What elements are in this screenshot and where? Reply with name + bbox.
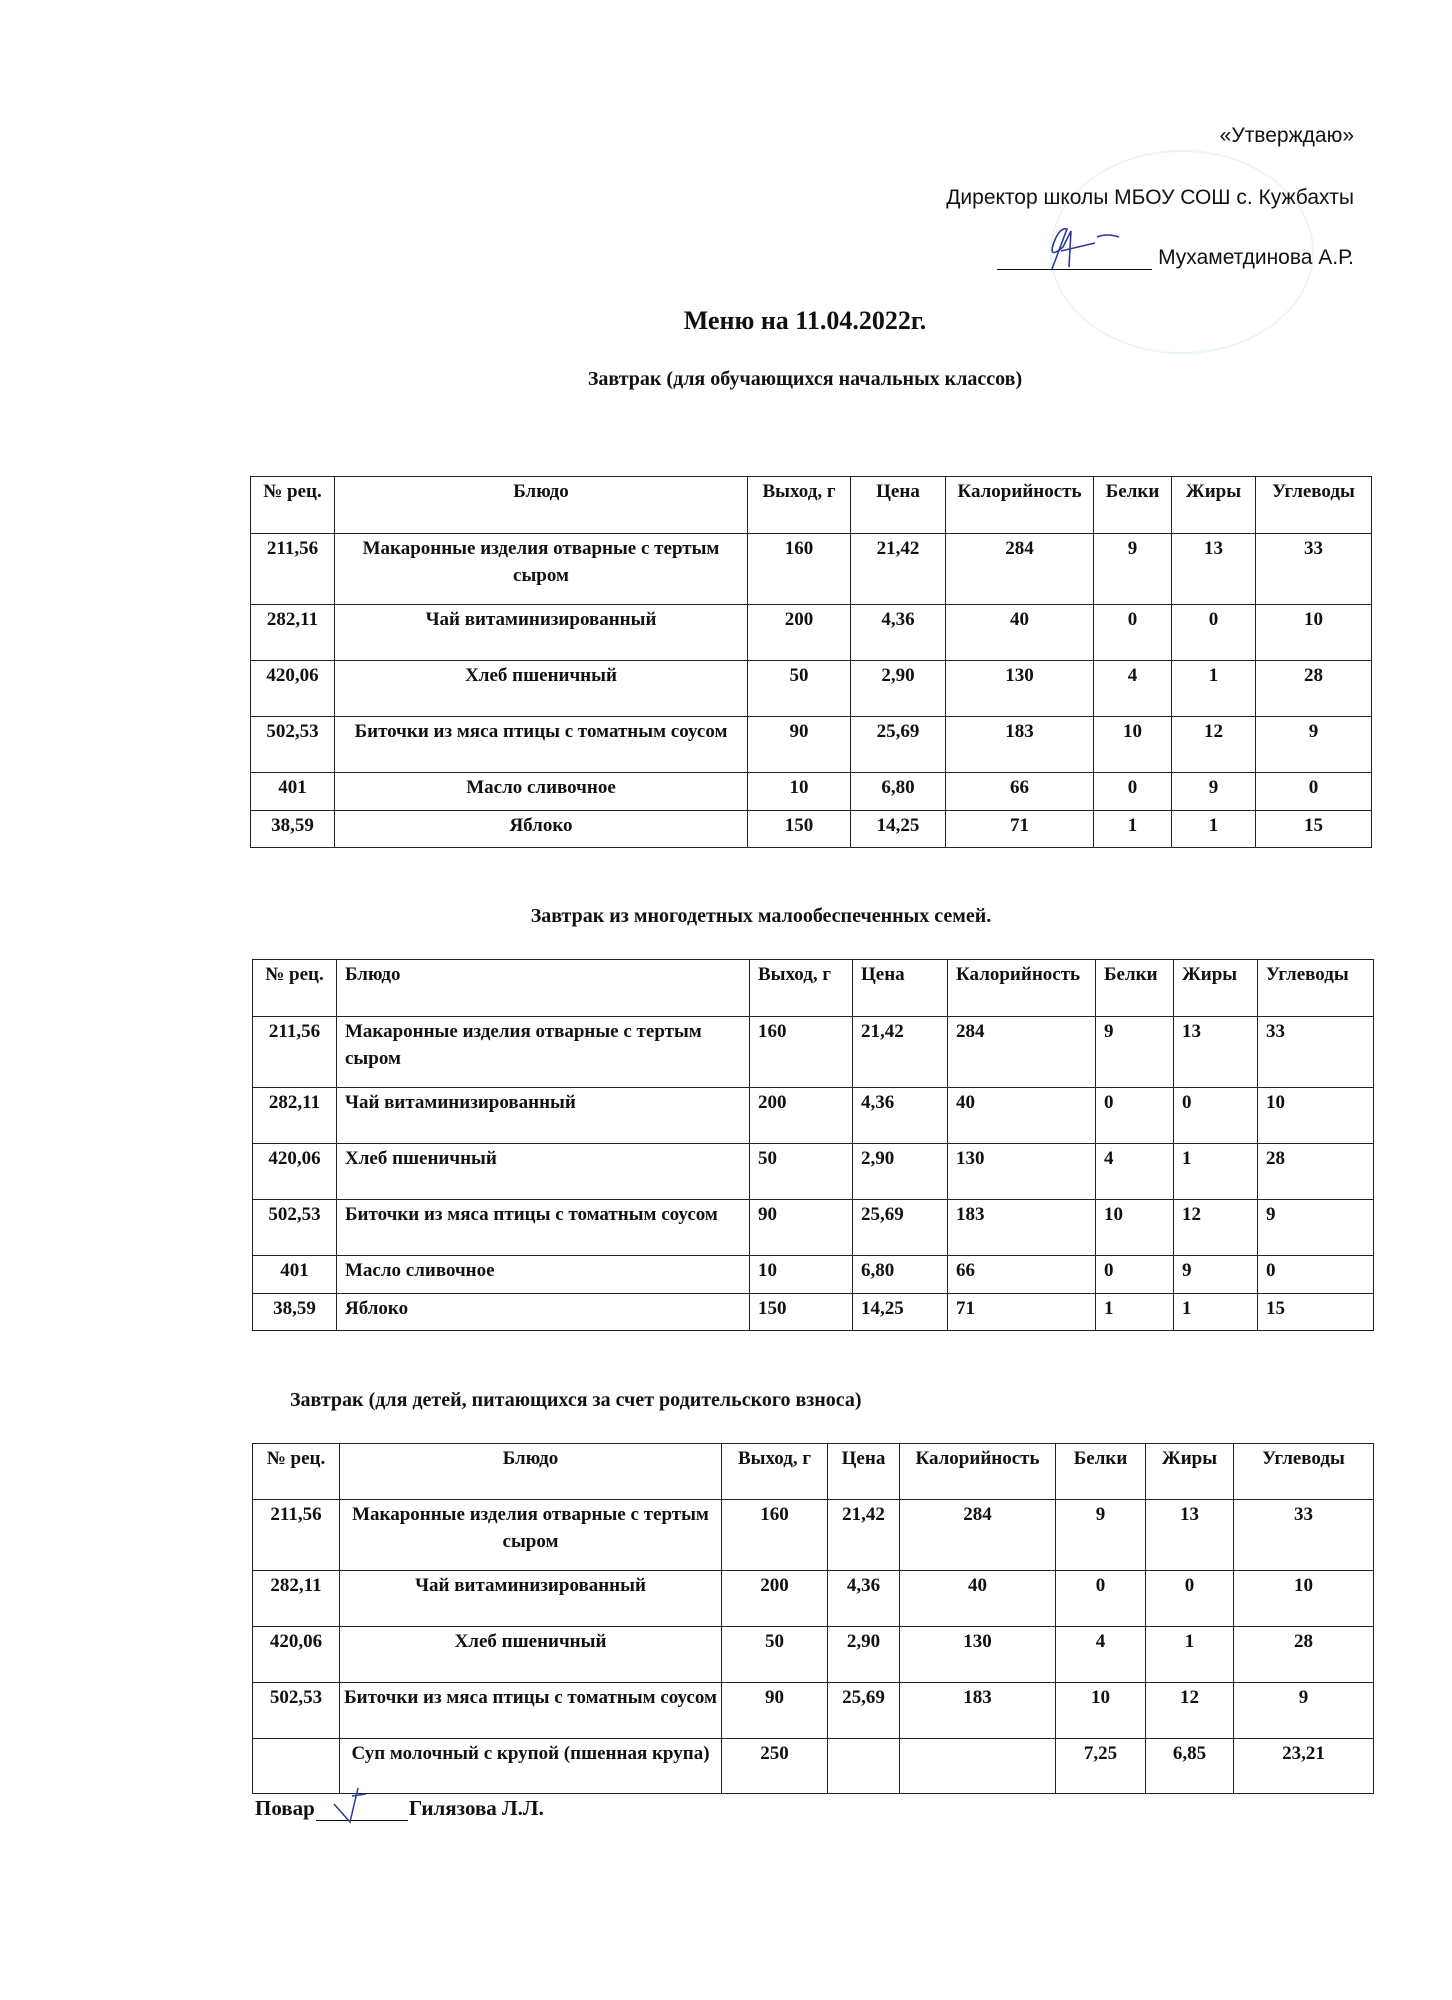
cell-fats: 0	[1174, 1088, 1258, 1144]
cell-fats: 12	[1146, 1683, 1234, 1739]
column-header-price: Цена	[851, 477, 946, 534]
cell-calories: 284	[948, 1017, 1096, 1088]
cook-signature-icon	[316, 1800, 408, 1821]
cell-fats: 13	[1172, 534, 1256, 605]
cell-yield: 200	[748, 605, 851, 661]
cell-carbs: 23,21	[1234, 1739, 1374, 1794]
cell-calories: 284	[900, 1500, 1056, 1571]
table-row	[253, 1571, 1374, 1627]
column-header-dish: Блюдо	[335, 477, 748, 534]
column-header-calories: Калорийность	[900, 1444, 1056, 1500]
cell-yield: 160	[750, 1017, 853, 1088]
cell-dish: Хлеб пшеничный	[337, 1144, 750, 1200]
cell-calories: 40	[900, 1571, 1056, 1627]
cell-proteins: 4	[1056, 1627, 1146, 1683]
table-row	[253, 1294, 1374, 1331]
table-row	[253, 1256, 1374, 1294]
cell-carbs: 28	[1234, 1627, 1374, 1683]
cell-recipe-number: 401	[253, 1256, 337, 1294]
cell-proteins: 1	[1094, 811, 1172, 848]
director-title: Директор школы МБОУ СОШ с. Кужбахты	[946, 186, 1354, 209]
column-header-price: Цена	[853, 960, 948, 1017]
cell-proteins: 4	[1096, 1144, 1174, 1200]
cell-yield: 150	[748, 811, 851, 848]
table-row	[251, 605, 1372, 661]
cook-name: Гилязова Л.Л.	[408, 1796, 544, 1820]
table-row	[253, 1017, 1374, 1088]
cell-dish: Суп молочный с крупой (пшенная крупа)	[340, 1739, 722, 1794]
section-heading-3: Завтрак (для детей, питающихся за счет родительского взноса)	[290, 1389, 862, 1411]
cell-fats: 1	[1146, 1627, 1234, 1683]
cell-calories: 40	[946, 605, 1094, 661]
column-header-price: Цена	[828, 1444, 900, 1500]
cell-proteins: 9	[1094, 534, 1172, 605]
table-row	[251, 717, 1372, 773]
cell-carbs: 15	[1258, 1294, 1374, 1331]
cell-calories: 130	[946, 661, 1094, 717]
cell-yield: 50	[722, 1627, 828, 1683]
cell-carbs: 10	[1256, 605, 1372, 661]
cell-price: 14,25	[851, 811, 946, 848]
cell-dish: Яблоко	[335, 811, 748, 848]
column-header-dish: Блюдо	[337, 960, 750, 1017]
cell-yield: 200	[722, 1571, 828, 1627]
column-header-fats: Жиры	[1174, 960, 1258, 1017]
menu-table-primary	[250, 476, 1372, 848]
cell-proteins: 0	[1096, 1088, 1174, 1144]
cook-signature	[255, 1796, 544, 1821]
cell-recipe-number: 420,06	[251, 661, 335, 717]
cell-proteins: 0	[1056, 1571, 1146, 1627]
cell-recipe-number: 282,11	[253, 1088, 337, 1144]
cell-price: 25,69	[828, 1683, 900, 1739]
column-header-fats: Жиры	[1172, 477, 1256, 534]
director-signature-line	[997, 246, 1354, 270]
cell-yield: 10	[750, 1256, 853, 1294]
cell-price: 6,80	[851, 773, 946, 811]
cell-fats: 9	[1174, 1256, 1258, 1294]
cell-calories: 66	[948, 1256, 1096, 1294]
cell-proteins: 9	[1056, 1500, 1146, 1571]
cell-yield: 10	[748, 773, 851, 811]
column-header-carbs: Углеводы	[1256, 477, 1372, 534]
column-header-carbs: Углеводы	[1234, 1444, 1374, 1500]
column-header-yield: Выход, г	[750, 960, 853, 1017]
table-row	[253, 1200, 1374, 1256]
cell-carbs: 33	[1258, 1017, 1374, 1088]
section-heading-1: Завтрак (для обучающихся начальных классов)	[587, 368, 1023, 390]
director-name: Мухаметдинова А.Р.	[1158, 246, 1354, 269]
table-row	[253, 1144, 1374, 1200]
cell-yield: 250	[722, 1739, 828, 1794]
cell-calories: 183	[900, 1683, 1056, 1739]
cell-dish: Макаронные изделия отварные с тертым сыром	[340, 1500, 722, 1571]
table-row	[253, 1088, 1374, 1144]
cell-carbs: 0	[1258, 1256, 1374, 1294]
cell-carbs: 10	[1258, 1088, 1374, 1144]
cell-price: 2,90	[828, 1627, 900, 1683]
cell-calories: 183	[946, 717, 1094, 773]
cell-recipe-number: 420,06	[253, 1627, 340, 1683]
page-title: Меню на 11.04.2022г.	[683, 306, 927, 335]
cell-yield: 200	[750, 1088, 853, 1144]
cell-price: 21,42	[828, 1500, 900, 1571]
cell-dish: Хлеб пшеничный	[340, 1627, 722, 1683]
cell-price: 14,25	[853, 1294, 948, 1331]
cell-calories: 66	[946, 773, 1094, 811]
cell-recipe-number: 502,53	[253, 1200, 337, 1256]
cell-fats: 12	[1174, 1200, 1258, 1256]
cook-label: Повар	[255, 1796, 315, 1820]
cell-dish: Чай витаминизированный	[337, 1088, 750, 1144]
cell-proteins: 1	[1096, 1294, 1174, 1331]
cell-recipe-number: 502,53	[251, 717, 335, 773]
cell-carbs: 9	[1256, 717, 1372, 773]
cell-proteins: 10	[1056, 1683, 1146, 1739]
cell-yield: 150	[750, 1294, 853, 1331]
column-header-yield: Выход, г	[722, 1444, 828, 1500]
cell-carbs: 9	[1234, 1683, 1374, 1739]
cell-price: 21,42	[853, 1017, 948, 1088]
cell-proteins: 10	[1094, 717, 1172, 773]
cell-dish: Биточки из мяса птицы с томатным соусом	[337, 1200, 750, 1256]
column-header-fats: Жиры	[1146, 1444, 1234, 1500]
cell-calories: 71	[948, 1294, 1096, 1331]
cell-recipe-number: 211,56	[253, 1017, 337, 1088]
table-row	[253, 1739, 1374, 1794]
cell-proteins: 0	[1094, 605, 1172, 661]
cell-dish: Хлеб пшеничный	[335, 661, 748, 717]
cell-yield: 160	[722, 1500, 828, 1571]
cell-carbs: 33	[1256, 534, 1372, 605]
cell-price: 25,69	[853, 1200, 948, 1256]
cell-fats: 0	[1146, 1571, 1234, 1627]
column-header-recipe-number: № рец.	[251, 477, 335, 534]
cell-proteins: 10	[1096, 1200, 1174, 1256]
table-row	[253, 1683, 1374, 1739]
column-header-calories: Калорийность	[948, 960, 1096, 1017]
cell-dish: Макаронные изделия отварные с тертым сыром	[335, 534, 748, 605]
column-header-carbs: Углеводы	[1258, 960, 1374, 1017]
cell-calories: 40	[948, 1088, 1096, 1144]
cell-recipe-number: 282,11	[253, 1571, 340, 1627]
column-header-proteins: Белки	[1056, 1444, 1146, 1500]
cell-carbs: 9	[1258, 1200, 1374, 1256]
cell-fats: 12	[1172, 717, 1256, 773]
cell-price: 4,36	[851, 605, 946, 661]
cell-price	[828, 1739, 900, 1794]
cell-dish: Яблоко	[337, 1294, 750, 1331]
cell-price: 6,80	[853, 1256, 948, 1294]
cell-dish: Макаронные изделия отварные с тертым сыром	[337, 1017, 750, 1088]
cell-fats: 1	[1174, 1144, 1258, 1200]
table-row	[251, 811, 1372, 848]
cell-fats: 9	[1172, 773, 1256, 811]
cell-fats: 1	[1174, 1294, 1258, 1331]
cell-dish: Чай витаминизированный	[340, 1571, 722, 1627]
cell-dish: Биточки из мяса птицы с томатным соусом	[340, 1683, 722, 1739]
cell-calories: 130	[948, 1144, 1096, 1200]
cell-dish: Чай витаминизированный	[335, 605, 748, 661]
cell-recipe-number: 420,06	[253, 1144, 337, 1200]
cell-calories: 130	[900, 1627, 1056, 1683]
cell-yield: 160	[748, 534, 851, 605]
cell-calories: 183	[948, 1200, 1096, 1256]
signature-icon	[997, 247, 1152, 270]
cell-carbs: 28	[1258, 1144, 1374, 1200]
cell-recipe-number: 401	[251, 773, 335, 811]
cell-proteins: 7,25	[1056, 1739, 1146, 1794]
cell-fats: 1	[1172, 661, 1256, 717]
column-header-proteins: Белки	[1094, 477, 1172, 534]
column-header-recipe-number: № рец.	[253, 960, 337, 1017]
cell-proteins: 0	[1094, 773, 1172, 811]
cell-carbs: 15	[1256, 811, 1372, 848]
table-row	[253, 1627, 1374, 1683]
table-row	[253, 1500, 1374, 1571]
header-row	[253, 1444, 1374, 1500]
cell-fats: 6,85	[1146, 1739, 1234, 1794]
cell-recipe-number: 211,56	[253, 1500, 340, 1571]
cell-yield: 90	[750, 1200, 853, 1256]
header-row	[253, 960, 1374, 1017]
cell-price: 2,90	[851, 661, 946, 717]
column-header-dish: Блюдо	[340, 1444, 722, 1500]
cell-dish: Биточки из мяса птицы с томатным соусом	[335, 717, 748, 773]
section-heading-2: Завтрак из многодетных малообеспеченных семей.	[530, 905, 992, 927]
cell-fats: 13	[1146, 1500, 1234, 1571]
cell-price: 25,69	[851, 717, 946, 773]
cell-recipe-number: 502,53	[253, 1683, 340, 1739]
cell-yield: 90	[722, 1683, 828, 1739]
column-header-proteins: Белки	[1096, 960, 1174, 1017]
approval-label: «Утверждаю»	[1219, 124, 1354, 147]
table-row	[251, 773, 1372, 811]
cell-calories	[900, 1739, 1056, 1794]
cell-calories: 284	[946, 534, 1094, 605]
header-row	[251, 477, 1372, 534]
cell-carbs: 33	[1234, 1500, 1374, 1571]
table-row	[251, 661, 1372, 717]
cell-carbs: 0	[1256, 773, 1372, 811]
cell-price: 21,42	[851, 534, 946, 605]
cell-recipe-number: 282,11	[251, 605, 335, 661]
menu-table-large-families	[252, 959, 1374, 1331]
cell-price: 4,36	[828, 1571, 900, 1627]
cell-dish: Масло сливочное	[335, 773, 748, 811]
cell-recipe-number: 38,59	[253, 1294, 337, 1331]
cell-recipe-number: 38,59	[251, 811, 335, 848]
cell-fats: 1	[1172, 811, 1256, 848]
cell-yield: 50	[750, 1144, 853, 1200]
cell-carbs: 10	[1234, 1571, 1374, 1627]
cell-fats: 0	[1172, 605, 1256, 661]
cell-proteins: 4	[1094, 661, 1172, 717]
column-header-yield: Выход, г	[748, 477, 851, 534]
cell-recipe-number: 211,56	[251, 534, 335, 605]
cell-proteins: 0	[1096, 1256, 1174, 1294]
cell-yield: 90	[748, 717, 851, 773]
cell-yield: 50	[748, 661, 851, 717]
menu-table-paid	[252, 1443, 1374, 1794]
column-header-recipe-number: № рец.	[253, 1444, 340, 1500]
cell-carbs: 28	[1256, 661, 1372, 717]
column-header-calories: Калорийность	[946, 477, 1094, 534]
cell-proteins: 9	[1096, 1017, 1174, 1088]
table-row	[251, 534, 1372, 605]
cell-calories: 71	[946, 811, 1094, 848]
cell-fats: 13	[1174, 1017, 1258, 1088]
cell-dish: Масло сливочное	[337, 1256, 750, 1294]
cell-price: 2,90	[853, 1144, 948, 1200]
cell-price: 4,36	[853, 1088, 948, 1144]
